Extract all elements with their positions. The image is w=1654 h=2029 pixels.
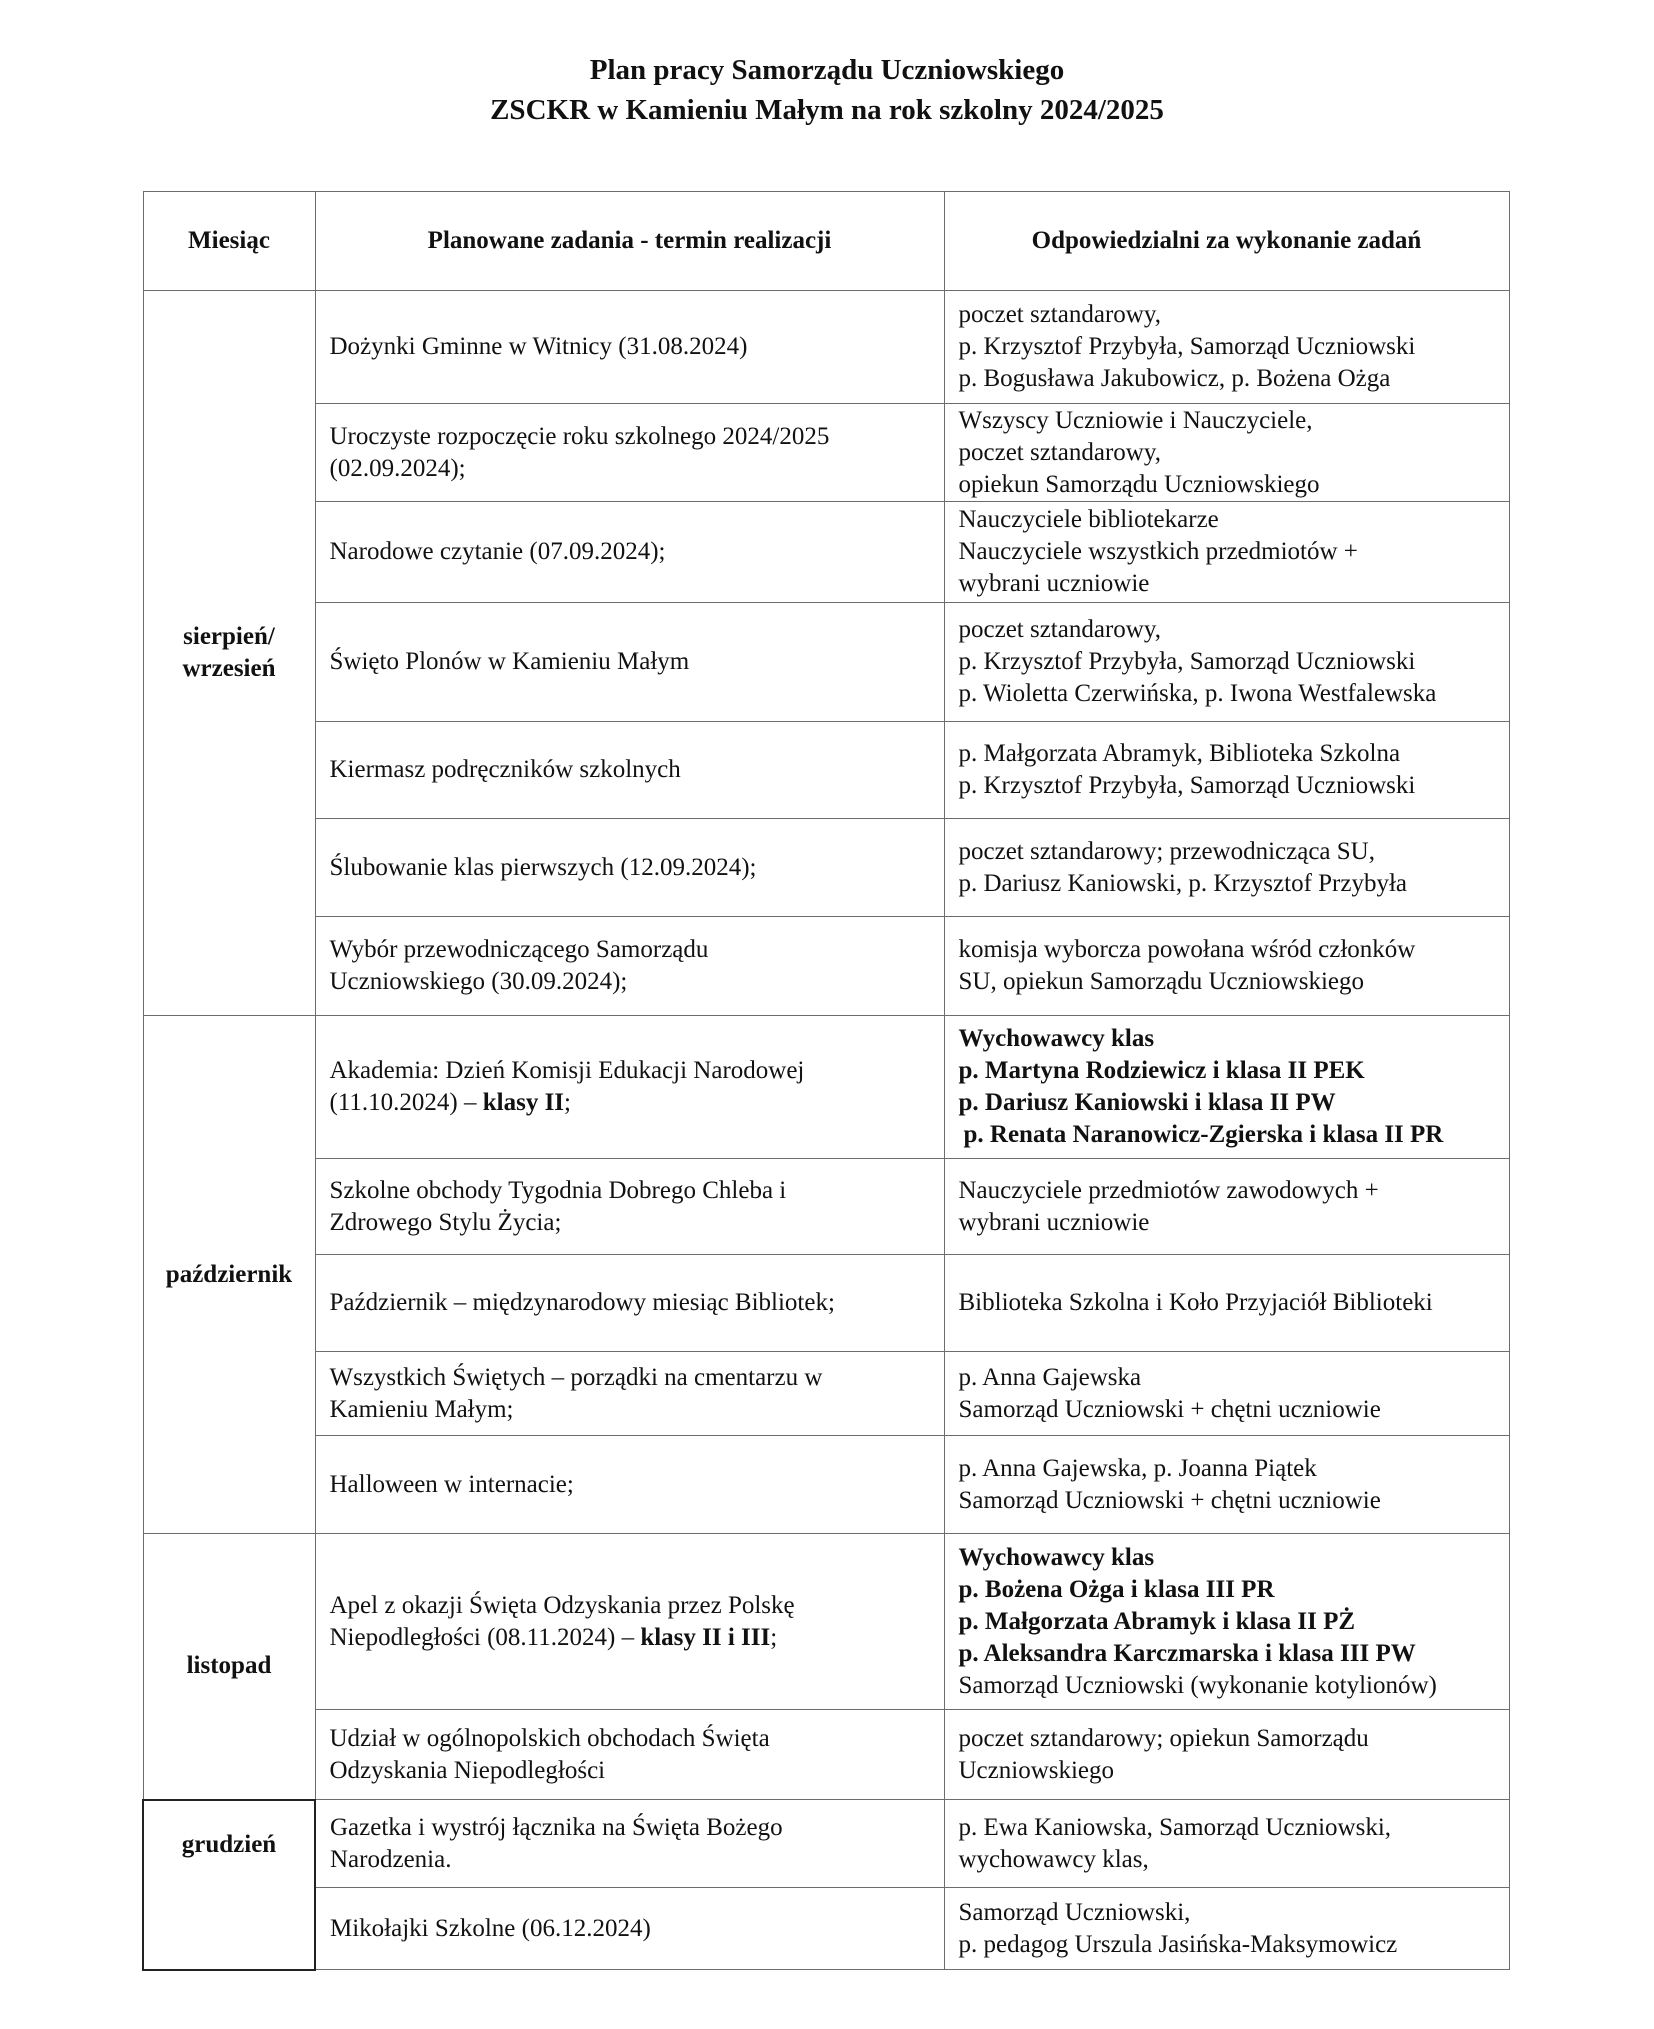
responsible-cell: p. Małgorzata Abramyk, Biblioteka Szkolna p. Krzysztof Przybyła, Samorząd Uczniowski — [944, 722, 1509, 819]
table-row — [143, 722, 1509, 819]
task-cell: Wszystkich Świętych – porządki na cmentarzu w Kamieniu Małym; — [315, 1352, 944, 1436]
responsible-cell: Biblioteka Szkolna i Koło Przyjaciół Biblioteki — [944, 1255, 1509, 1352]
table-row — [143, 1888, 1509, 1970]
task-cell: Październik – międzynarodowy miesiąc Bibliotek; — [315, 1255, 944, 1352]
responsible-cell: p. Anna Gajewska, p. Joanna Piątek Samorząd Uczniowski + chętni uczniowie — [944, 1436, 1509, 1534]
task-cell: Wybór przewodniczącego Samorządu Uczniowskiego (30.09.2024); — [315, 917, 944, 1016]
title-line-2: ZSCKR w Kamieniu Małym na rok szkolny 2024/2025 — [490, 94, 1164, 126]
table-row — [143, 603, 1509, 722]
task-cell: Halloween w internacie; — [315, 1436, 944, 1534]
responsible-cell: poczet sztandarowy, p. Krzysztof Przybyła, Samorząd Uczniowski p. Bogusława Jakubowicz, p. Bożena Ożga — [944, 291, 1509, 404]
table-row — [143, 1710, 1509, 1800]
title-line-1: Plan pracy Samorządu Uczniowskiego — [589, 54, 1065, 86]
header-tasks: Planowane zadania - termin realizacji — [315, 192, 944, 291]
responsible-cell: p. Ewa Kaniowska, Samorząd Uczniowski, wychowawcy klas, — [944, 1800, 1509, 1888]
responsible-cell: poczet sztandarowy; opiekun Samorządu Uczniowskiego — [944, 1710, 1509, 1800]
task-cell: Gazetka i wystrój łącznika na Święta Bożego Narodzenia. — [315, 1800, 944, 1888]
task-cell: Kiermasz podręczników szkolnych — [315, 722, 944, 819]
document-title — [0, 50, 1654, 130]
month-cell-december: grudzień — [143, 1800, 315, 1970]
responsible-cell: komisja wyborcza powołana wśród członków SU, opiekun Samorządu Uczniowskiego — [944, 917, 1509, 1016]
task-cell: Święto Plonów w Kamieniu Małym — [315, 603, 944, 722]
task-cell: Akademia: Dzień Komisji Edukacji Narodowej (11.10.2024) – klasy II; — [315, 1016, 944, 1159]
responsible-cell: Wychowawcy klas p. Bożena Ożga i klasa III PR p. Małgorzata Abramyk i klasa II PŻ p. Aleksandra Karczmarska i klasa III PW Samorząd Uczniowski (wykonanie kotylionów) — [944, 1534, 1509, 1710]
month-cell-november: listopad — [143, 1534, 315, 1800]
table-row — [143, 502, 1509, 603]
plan-table — [142, 191, 1510, 1971]
task-cell: Narodowe czytanie (07.09.2024); — [315, 502, 944, 603]
table-row — [143, 1159, 1509, 1255]
table-row — [143, 1016, 1509, 1159]
table-row — [143, 291, 1509, 404]
task-cell: Ślubowanie klas pierwszych (12.09.2024); — [315, 819, 944, 917]
table-row — [143, 1800, 1509, 1888]
responsible-cell: Nauczyciele bibliotekarze Nauczyciele wszystkich przedmiotów + wybrani uczniowie — [944, 502, 1509, 603]
responsible-cell: Wychowawcy klas p. Martyna Rodziewicz i klasa II PEK p. Dariusz Kaniowski i klasa II PW p. Renata Naranowicz-Zgierska i klasa II PR — [944, 1016, 1509, 1159]
responsible-cell: p. Anna Gajewska Samorząd Uczniowski + chętni uczniowie — [944, 1352, 1509, 1436]
table-row — [143, 917, 1509, 1016]
month-cell-october: październik — [143, 1016, 315, 1534]
responsible-cell: Wszyscy Uczniowie i Nauczyciele, poczet sztandarowy, opiekun Samorządu Uczniowskiego — [944, 404, 1509, 502]
responsible-cell: poczet sztandarowy, p. Krzysztof Przybyła, Samorząd Uczniowski p. Wioletta Czerwińska, p. Iwona Westfalewska — [944, 603, 1509, 722]
header-responsible: Odpowiedzialni za wykonanie zadań — [944, 192, 1509, 291]
table-row — [143, 404, 1509, 502]
task-cell: Udział w ogólnopolskich obchodach Święta Odzyskania Niepodległości — [315, 1710, 944, 1800]
table-row — [143, 1436, 1509, 1534]
task-cell: Uroczyste rozpoczęcie roku szkolnego 2024/2025 (02.09.2024); — [315, 404, 944, 502]
task-cell: Apel z okazji Święta Odzyskania przez Polskę Niepodległości (08.11.2024) – klasy II i III; — [315, 1534, 944, 1710]
header-row — [143, 192, 1509, 291]
responsible-cell: poczet sztandarowy; przewodnicząca SU, p. Dariusz Kaniowski, p. Krzysztof Przybyła — [944, 819, 1509, 917]
responsible-cell: Samorząd Uczniowski, p. pedagog Urszula Jasińska-Maksymowicz — [944, 1888, 1509, 1970]
responsible-cell: Nauczyciele przedmiotów zawodowych + wybrani uczniowie — [944, 1159, 1509, 1255]
task-cell: Szkolne obchody Tygodnia Dobrego Chleba i Zdrowego Stylu Życia; — [315, 1159, 944, 1255]
header-month: Miesiąc — [143, 192, 315, 291]
table-row — [143, 819, 1509, 917]
table-row — [143, 1534, 1509, 1710]
table-row — [143, 1352, 1509, 1436]
month-cell-august-september: sierpień/ wrzesień — [143, 291, 315, 1016]
table-row — [143, 1255, 1509, 1352]
task-cell: Dożynki Gminne w Witnicy (31.08.2024) — [315, 291, 944, 404]
task-cell: Mikołajki Szkolne (06.12.2024) — [315, 1888, 944, 1970]
